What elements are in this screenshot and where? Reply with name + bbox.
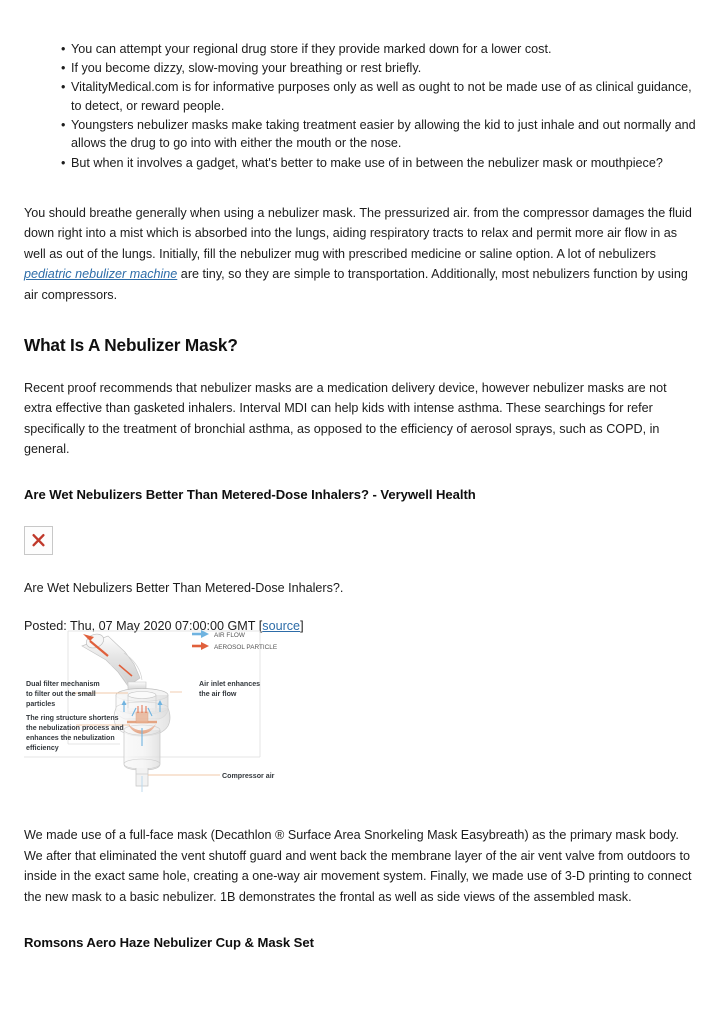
legend-label-air-flow: AIR FLOW [214, 632, 245, 639]
nebulizer-cup [114, 689, 170, 793]
paragraph-text-part-a: You should breathe generally when using a nebulizer mask. The pressurized air. from the compressor damages the fluid down right into a mist which is absorbed into the lungs, aiding respiratory tracts to relax and permit more air flow in as well as out of the lungs. Initially, fill the nebulizer mug with prescribed medicine or saline option. A lot of nebulizers [24, 205, 692, 261]
posted-prefix: Posted: Thu, 07 May 2020 07:00:00 GMT [ [24, 618, 263, 633]
list-item [24, 78, 696, 115]
paragraph-full-face-mask: We made use of a full-face mask (Decathlon ® Surface Area Snorkeling Mask Easybreath) as the primary mask body. We after that eliminated the vent shutoff guard and went back the membrane layer of the air vent valve from outdoors to inside in the exact same hole, creating a one-way air movement system. Finally, we made use of 3-D printing to connect the new mask to a basic nebulizer. 1B demonstrates the frontal as well as side views of the assembled mask. [24, 828, 692, 904]
annotation-ring-line2: the nebulization process and [26, 724, 124, 732]
annotation-compressor-air: Compressor air [222, 772, 275, 780]
broken-image-x-icon [25, 527, 52, 554]
list-item [24, 154, 696, 173]
source-link[interactable]: source [262, 618, 301, 633]
broken-image-placeholder[interactable] [24, 526, 53, 555]
heading-what-is-a-nebulizer-mask: What Is A Nebulizer Mask? [24, 334, 238, 355]
list-item [24, 116, 696, 153]
legend-arrow-aerosol [192, 642, 209, 650]
legend-label-aerosol-particle: AEROSOL PARTICLE [214, 644, 278, 651]
annotation-air-inlet-line1: Air inlet enhances [199, 680, 261, 688]
nebulizer-diagram-image [24, 620, 304, 792]
list-item [24, 40, 696, 59]
annotation-ring-line1: The ring structure shortens [26, 714, 119, 722]
list-item-text: But when it involves a gadget, what's better to make use of in between the nebulizer mask or mouthpiece? [71, 155, 663, 170]
posted-suffix: ] [300, 618, 304, 633]
tips-bullet-list [24, 40, 696, 172]
annotation-dual-filter-line1: Dual filter mechanism [26, 680, 100, 688]
paragraph-text-part-b: are tiny, so they are simple to transportation. Additionally, most nebulizers function by using air compressors. [24, 267, 688, 303]
heading-romsons-aero-haze: Romsons Aero Haze Nebulizer Cup & Mask Set [24, 934, 314, 950]
image-caption: Are Wet Nebulizers Better Than Metered-Dose Inhalers?. [24, 581, 344, 595]
annotation-air-inlet-line2: the air flow [199, 690, 237, 698]
article-content [24, 40, 696, 952]
annotation-dual-filter-line3: particles [26, 700, 56, 708]
list-item-text: Youngsters nebulizer masks make taking treatment easier by allowing the kid to just inhale and out normally and allows the drug to go into with either the mouth or the nose. [71, 117, 696, 151]
pediatric-nebulizer-machine-link[interactable]: pediatric nebulizer machine [24, 267, 178, 282]
list-item-text: VitalityMedical.com is for informative purposes only as well as ought to not be made use of as clinical guidance, to detect, or reward people. [71, 80, 692, 113]
list-item [24, 59, 696, 78]
list-item-text: You can attempt your regional drug store if they provide marked down for a lower cost. [71, 42, 552, 56]
paragraph-recent-proof: Recent proof recommends that nebulizer masks are a medication delivery device, however nebulizer masks are not extra effective than gasketed inhalers. Interval MDI can help kids with intense asthma. These searchings for refer specifically to the treatment of bronchial asthma, as opposed to the efficiency of aerosol sprays, such as COPD, in general. [24, 380, 667, 457]
annotation-ring-line3: enhances the nebulization [26, 734, 115, 742]
annotation-ring-line4: efficiency [26, 744, 59, 752]
list-item-text: If you become dizzy, slow-moving your breathing or rest briefly. [71, 61, 422, 76]
annotation-dual-filter-line2: to filter out the small [26, 690, 96, 698]
heading-are-wet-nebulizers-better: Are Wet Nebulizers Better Than Metered-Dose Inhalers? - Verywell Health [24, 487, 476, 502]
paragraph-nebulizer-breathing [24, 203, 696, 306]
